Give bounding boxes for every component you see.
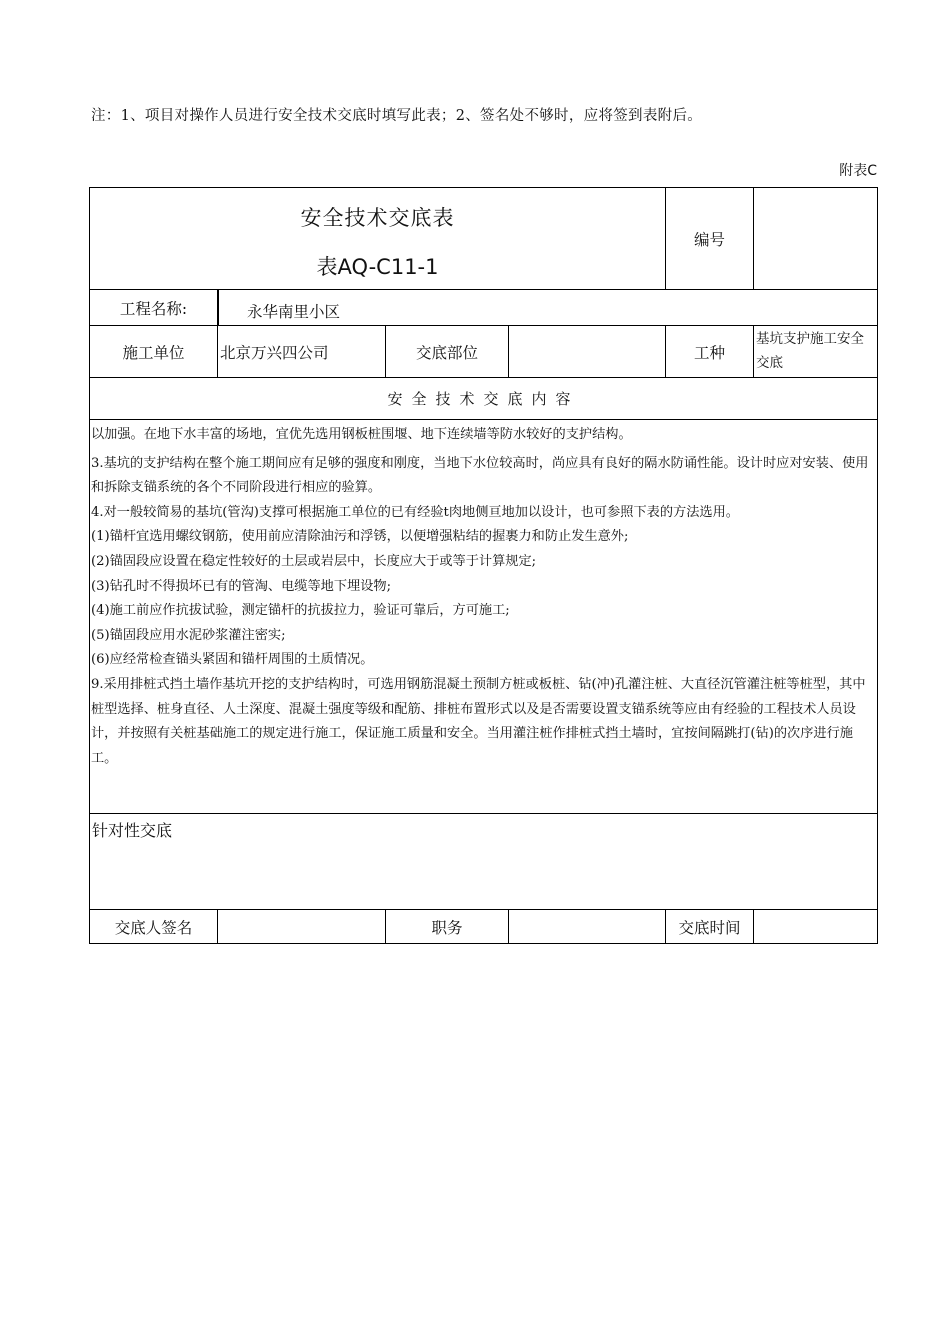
construction-unit-field[interactable]: 北京万兴四公司 <box>218 326 386 378</box>
signer-label: 交底人签名 <box>90 910 218 943</box>
content-paragraph: (1)锚杆宜选用螺纹钢筋，使用前应清除油污和浮锈，以便增强粘结的握裹力和防止发生意外; <box>91 529 629 545</box>
briefing-content <box>90 420 877 814</box>
targeted-briefing-field[interactable] <box>90 814 877 910</box>
signer-field[interactable] <box>218 910 386 943</box>
position-label: 职务 <box>386 910 509 943</box>
form-code: 表AQ-C11-1 <box>316 255 439 279</box>
project-name-field[interactable]: 永华南里小区 <box>218 290 877 326</box>
project-name-label: 工程名称: <box>90 290 218 326</box>
form-note: 注：1、项目对操作人员进行安全技术交底时填写此表；2、签名处不够时，应将签到表附后。 <box>91 108 703 124</box>
trade-field[interactable]: 基坑支护施工安全交底 <box>754 326 877 378</box>
briefing-time-field[interactable] <box>754 910 877 943</box>
form-title-cell <box>90 188 666 290</box>
content-paragraph: (5)锚固段应用水泥砂浆灌注密实; <box>91 627 286 643</box>
briefing-part-label: 交底部位 <box>386 326 509 378</box>
content-section-title: 安全技术交底内容 <box>90 378 877 420</box>
content-paragraph: (6)应经常检查锚头紧固和锚杆周围的土质情况。 <box>91 652 374 668</box>
content-paragraph: 9.采用排桩式挡土墙作基坑开挖的支护结构时，可选用钢筋混凝土预制方桩或板桩、钻(冲)孔灌注桩、大直径沉管灌注桩等桩型，其中桩型选择、桩身直径、人土深度、混凝土强度等级和配筋、排桩布置形式以及是否需要设置支锚系统等应由有经验的工程技术人员设计，并按照有关桩基础施工的规定进行施工，保证施工质量和安全。当用灌注桩作排桩式挡土墙时，宜按间隔跳打(钻)的次序进行施工。 <box>91 676 866 766</box>
appendix-label: 附表C <box>839 163 877 179</box>
number-label: 编号 <box>666 188 754 290</box>
content-paragraph: (4)施工前应作抗拔试验，测定锚杆的抗拔拉力，验证可靠后，方可施工; <box>91 603 510 619</box>
construction-unit-label: 施工单位 <box>90 326 218 378</box>
position-field[interactable] <box>509 910 666 943</box>
trade-label: 工种 <box>666 326 754 378</box>
number-field[interactable] <box>754 188 877 290</box>
content-paragraph: (2)锚固段应设置在稳定性较好的土层或岩层中，长度应大于或等于计算规定; <box>91 553 537 569</box>
content-paragraph: 以加强。在地下水丰富的场地，宜优先选用钢板桩围堰、地下连续墙等防水较好的支护结构。 <box>91 427 632 442</box>
targeted-briefing-label: 针对性交底 <box>92 821 173 840</box>
content-paragraph: 3.基坑的支护结构在整个施工期间应有足够的强度和刚度，当地下水位较高时，尚应具有良好的隔水防诵性能。设计时应对安装、使用和拆除支锚系统的各个不同阶段进行相应的验算。 <box>91 455 869 496</box>
safety-briefing-form <box>89 187 878 944</box>
briefing-part-field[interactable] <box>509 326 666 378</box>
form-title: 安全技术交底表 <box>300 206 455 230</box>
content-paragraph: (3)钻孔时不得损坏已有的管淘、电缆等地下埋设物; <box>91 578 392 594</box>
content-paragraph: 4.对一般较简易的基坑(管沟)支撑可根据施工单位的已有经验t肉地侧亘地加以设计，也可参照下表的方法选用。 <box>91 504 739 520</box>
briefing-time-label: 交底时间 <box>666 910 754 943</box>
